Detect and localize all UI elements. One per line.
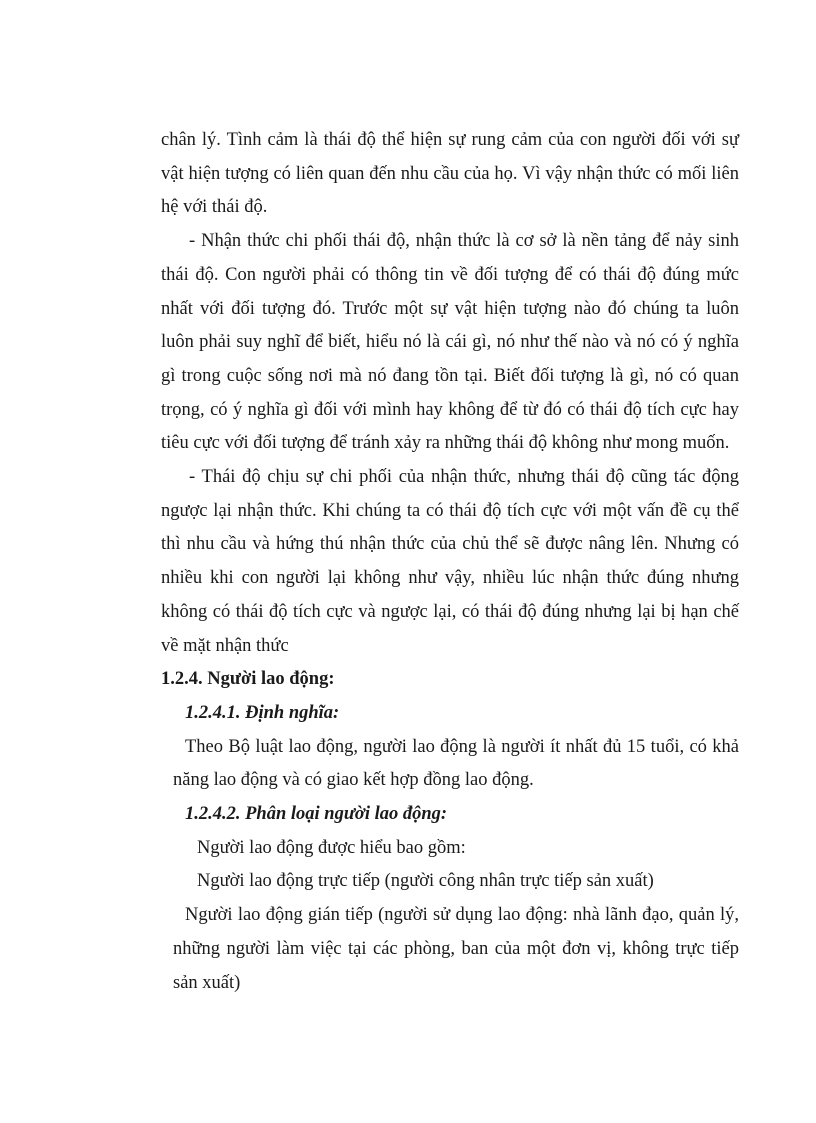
classification-indirect: Người lao động gián tiếp (người sử dụng lao động: nhà lãnh đạo, quản lý, những người làm việc tại các phòng, ban của một đơn vị, không trực tiếp sản xuất) [173, 905, 739, 993]
section-heading-workers: 1.2.4. Người lao động: [161, 669, 335, 690]
definition-text: Theo Bộ luật lao động, người lao động là người ít nhất đủ 15 tuổi, có khả năng lao động và có giao kết hợp đồng lao động. [173, 736, 739, 791]
subsection-heading-definition: 1.2.4.1. Định nghĩa: [185, 702, 340, 723]
paragraph-attitude-affects-cognition: - Thái độ chịu sự chi phối của nhận thức, nhưng thái độ cũng tác động ngược lại nhận thức. Khi chúng ta có thái độ tích cực với một vấn đề cụ thể thì nhu cầu và hứng thú nhận thức của chủ thể sẽ được nâng lên. Nhưng có nhiều khi con người lại không như vậy, nhiều lúc nhận thức đúng nhưng không có thái độ tích cực và ngược lại, có thái độ đúng nhưng lại bị hạn chế về mặt nhận thức [161, 467, 739, 656]
classification-direct: Người lao động trực tiếp (người công nhân trực tiếp sản xuất) [197, 871, 654, 892]
paragraph-cognition-governs-attitude: - Nhận thức chi phối thái độ, nhận thức là cơ sở là nền tảng để nảy sinh thái độ. Con người phải có thông tin về đối tượng để có thái độ đúng mức nhất với đối tượng đó. Trước một sự vật hiện tượng nào đó chúng ta luôn luôn phải suy nghĩ để biết, hiểu nó là cái gì, nó như thế nào và nó có ý nghĩa gì trong cuộc sống nơi mà nó đang tồn tại. Biết đối tượng là gì, nó có quan trọng, có ý nghĩa gì đối với mình hay không để từ đó có thái độ tích cực hay tiêu cực với đối tượng để tránh xảy ra những thái độ không như mong muốn. [161, 231, 739, 454]
subsection-heading-classification: 1.2.4.2. Phân loại người lao động: [185, 804, 448, 825]
paragraph-continuation: chân lý. Tình cảm là thái độ thể hiện sự rung cảm của con người đối với sự vật hiện tượng có liên quan đến nhu cầu của họ. Vì vậy nhận thức có mối liên hệ với thái độ. [161, 130, 739, 218]
document-page [161, 124, 739, 1000]
classification-intro: Người lao động được hiểu bao gồm: [197, 837, 466, 858]
